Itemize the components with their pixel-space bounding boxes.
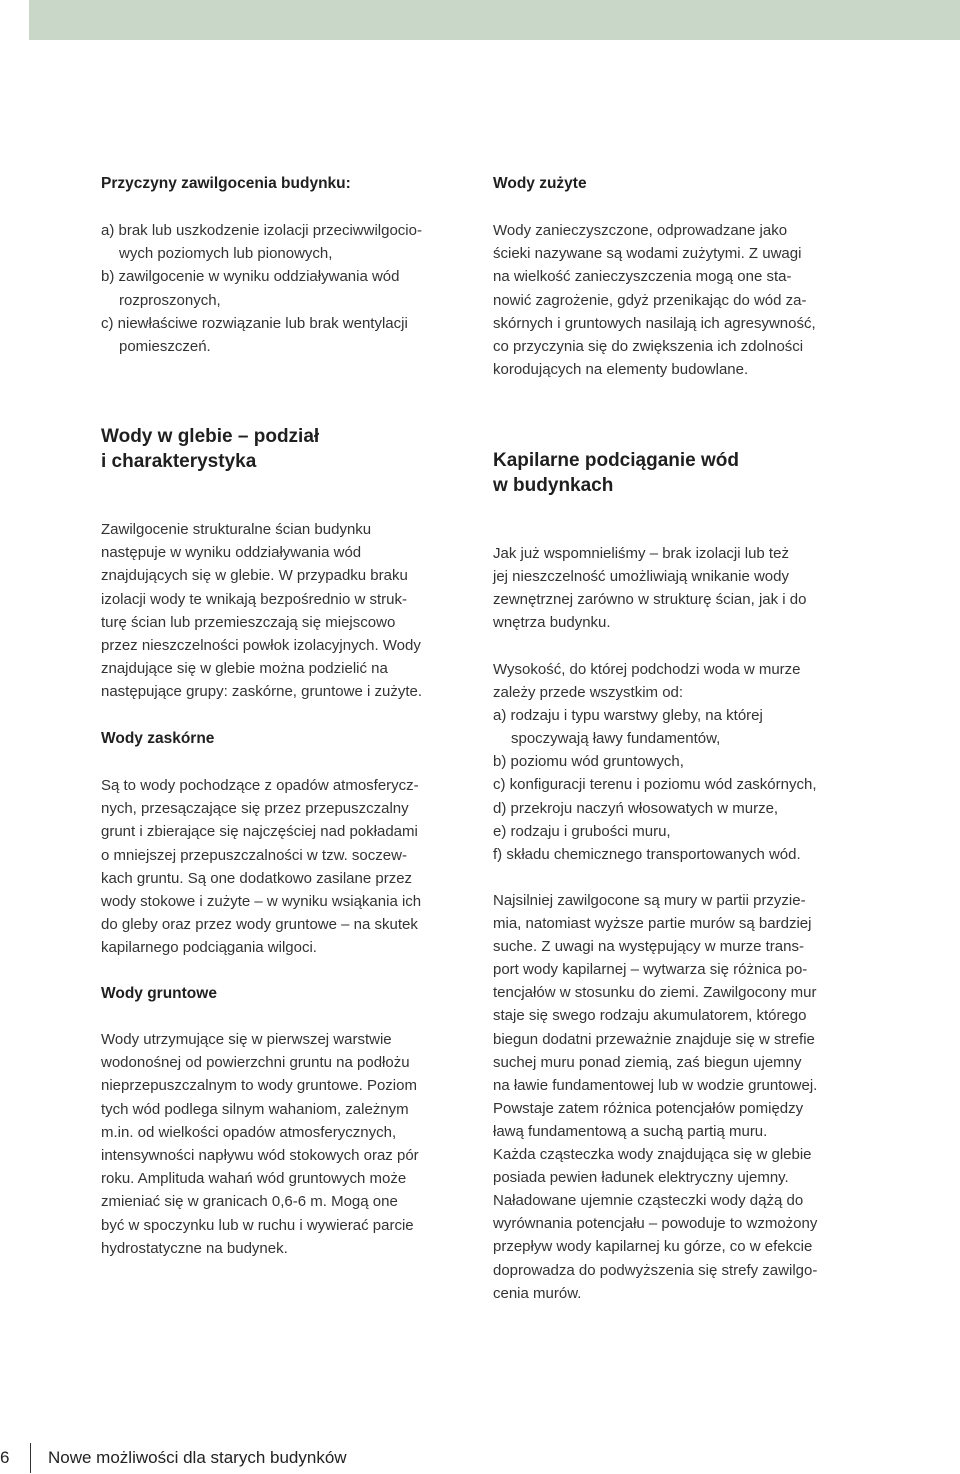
causes-item-b-line1: b) zawilgocenie w wyniku oddziaływania wód [101, 268, 400, 286]
causes-item-c-line2: pomieszczeń. [119, 338, 211, 356]
paragraph-line: suche. Z uwagi na występujący w murze trans- [493, 938, 804, 956]
paragraph-line: staje się swego rodzaju akumulatorem, którego [493, 1007, 807, 1025]
paragraph-line: cenia murów. [493, 1284, 582, 1302]
section-heading-soil-water [101, 424, 319, 474]
list-item: b) poziomu wód gruntowych, [493, 753, 684, 771]
paragraph-line: Wody utrzymujące się w pierwszej warstwie [101, 1031, 392, 1048]
list-item-continuation: spoczywają ławy fundamentów, [511, 730, 721, 748]
paragraph-line: Najsilniej zawilgocone są mury w partii przyzie- [493, 892, 806, 909]
paragraph-line: port wody kapilarnej – wytwarza się różnica po- [493, 961, 808, 979]
paragraph-line: przez nieszczelności powłok izolacyjnych. Wody [101, 637, 421, 655]
paragraph-line: nowić zagrożenie, gdyż przenikając do wód za- [493, 291, 807, 309]
paragraph-line: m.in. od wielkości opadów atmosferycznych, [101, 1123, 397, 1141]
section-heading-soil-water-line1: Wody w glebie – podział [101, 426, 320, 447]
paragraph-line: wodonośnej od powierzchni gruntu na podłożu [101, 1054, 410, 1072]
paragraph-line: hydrostatyczne na budynek. [101, 1239, 288, 1257]
section-heading-capillary-line2: w budynkach [493, 475, 614, 496]
used-water-heading: Wody zużyte [493, 175, 587, 192]
paragraph-line: ścieki nazywane są wodami zużytymi. Z uwagi [493, 245, 802, 263]
subsurface-water-text [101, 774, 421, 960]
paragraph-line: Zawilgocenie strukturalne ścian budynku [101, 521, 372, 538]
section-heading-soil-water-line2: i charakterystyka [101, 451, 257, 472]
paragraph-line: izolacji wody te wnikają bezpośrednio w struk- [101, 590, 407, 608]
paragraph-line: tych wód podlega silnym wahaniom, zależnym [101, 1100, 409, 1118]
top-color-band [29, 0, 960, 40]
paragraph-line: zewnętrznej zarówno w strukturę ścian, jak i do [493, 591, 807, 609]
causes-item-c-line1: c) niewłaściwe rozwiązanie lub brak wentylacji [101, 314, 408, 332]
paragraph-line: do gleby oraz przez wody gruntowe – na skutek [101, 916, 418, 934]
used-water-text [493, 219, 816, 381]
causes-heading: Przyczyny zawilgocenia budynku: [101, 175, 351, 192]
paragraph-line: wnętrza budynku. [493, 614, 611, 632]
footer-divider [30, 1443, 31, 1473]
paragraph-line: kach gruntu. Są one dodatkowo zasilane przez [101, 869, 413, 887]
paragraph-line: nych, przesączające się przez przepuszczalny [101, 800, 409, 818]
list-item: c) konfiguracji terenu i poziomu wód zaskórnych, [493, 776, 817, 794]
paragraph-line: następujące grupy: zaskórne, gruntowe i zużyte. [101, 683, 423, 701]
paragraph-line: kapilarnego podciągania wilgoci. [101, 939, 317, 957]
paragraph-line: Powstaje zatem różnica potencjałów pomiędzy [493, 1099, 804, 1117]
capillary-explanation [493, 889, 817, 1305]
paragraph-line: suchej muru ponad ziemią, zaś biegun ujemny [493, 1053, 802, 1071]
paragraph-line: skórnych i gruntowych nasilają ich agresywność, [493, 314, 816, 332]
paragraph-line: wyrównania potencjału – powoduje to wzmożony [493, 1215, 818, 1233]
list-item: d) przekroju naczyń włosowatych w murze, [493, 799, 779, 817]
paragraph-line: wody stokowe i zużyte – w wyniku wsiąkania ich [101, 893, 422, 911]
paragraph-line: turę ścian lub przemieszczają się miejscowo [101, 613, 396, 631]
paragraph-line: korodujących na elementy budowlane. [493, 361, 749, 379]
causes-item-b-line2: rozproszonych, [119, 291, 221, 309]
paragraph-line: o mniejszej przepuszczalności w tzw. soczew- [101, 846, 407, 864]
paragraph-line: Każda cząsteczka wody znajdująca się w glebie [493, 1146, 812, 1164]
paragraph-line: Są to wody pochodzące z opadów atmosferycz- [101, 777, 419, 794]
paragraph-line: zależy przede wszystkim od: [493, 684, 684, 702]
groundwater-heading: Wody gruntowe [101, 985, 217, 1002]
paragraph-line: Naładowane ujemnie cząsteczki wody dążą do [493, 1192, 804, 1210]
section-heading-capillary [493, 448, 739, 498]
paragraph-line: grunt i zbierające się najczęściej nad pokładami [101, 823, 418, 841]
capillary-intro [493, 542, 806, 634]
list-item: f) składu chemicznego transportowanych wód. [493, 845, 801, 863]
footer-title: Nowe możliwości dla starych budynków [48, 1448, 347, 1467]
paragraph-line: posiada pewien ładunek elektryczny ujemny. [493, 1169, 789, 1187]
paragraph-line: Wysokość, do której podchodzi woda w murze [493, 661, 801, 678]
causes-item-a-line2: wych poziomych lub pionowych, [119, 245, 333, 263]
paragraph-line: znajdujących się w glebie. W przypadku braku [101, 567, 408, 585]
paragraph-line: zmieniać się w granicach 0,6-6 m. Mogą one [101, 1193, 398, 1211]
paragraph-line: ławą fundamentową a suchą partią muru. [493, 1122, 768, 1140]
subsurface-water-heading: Wody zaskórne [101, 730, 215, 747]
paragraph-line: na ławie fundamentowej lub w wodzie gruntowej. [493, 1076, 818, 1094]
capillary-height-factors [493, 658, 816, 866]
page-number: 6 [0, 1448, 10, 1467]
soil-water-intro [101, 518, 422, 704]
paragraph-line: następuje w wyniku oddziaływania wód [101, 544, 362, 562]
paragraph-line: znajdujące się w glebie można podzielić na [101, 660, 388, 678]
paragraph-line: co przyczynia się do zwiększenia ich zdolności [493, 338, 804, 356]
list-item: e) rodzaju i grubości muru, [493, 822, 671, 840]
paragraph-line: intensywności napływu wód stokowych oraz pór [101, 1147, 419, 1165]
paragraph-line: na wielkość zanieczyszczenia mogą one sta- [493, 268, 792, 286]
paragraph-line: nieprzepuszczalnym to wody gruntowe. Poziom [101, 1077, 417, 1095]
causes-item-a-line1: a) brak lub uszkodzenie izolacji przeciwwilgocio- [101, 222, 422, 239]
paragraph-line: być w spoczynku lub w ruchu i wywierać parcie [101, 1216, 414, 1234]
causes-list [101, 219, 422, 358]
paragraph-line: doprowadza do podwyższenia się strefy zawilgo- [493, 1261, 818, 1279]
groundwater-text [101, 1028, 419, 1260]
paragraph-line: Wody zanieczyszczone, odprowadzane jako [493, 222, 788, 239]
paragraph-line: Jak już wspomnieliśmy – brak izolacji lub też [493, 545, 789, 562]
paragraph-line: roku. Amplituda wahań wód gruntowych może [101, 1170, 407, 1188]
paragraph-line: mia, natomiast wyższe partie murów są bardziej [493, 915, 812, 933]
paragraph-line: biegun dodatni przeważnie znajduje się w strefie [493, 1030, 815, 1048]
list-item: a) rodzaju i typu warstwy gleby, na której [493, 707, 763, 725]
paragraph-line: przepływ wody kapilarnej ku górze, co w efekcie [493, 1238, 813, 1256]
section-heading-capillary-line1: Kapilarne podciąganie wód [493, 450, 739, 471]
paragraph-line: tencjałów w stosunku do ziemi. Zawilgocony mur [493, 984, 817, 1002]
paragraph-line: jej nieszczelność umożliwiają wnikanie wody [493, 568, 789, 586]
